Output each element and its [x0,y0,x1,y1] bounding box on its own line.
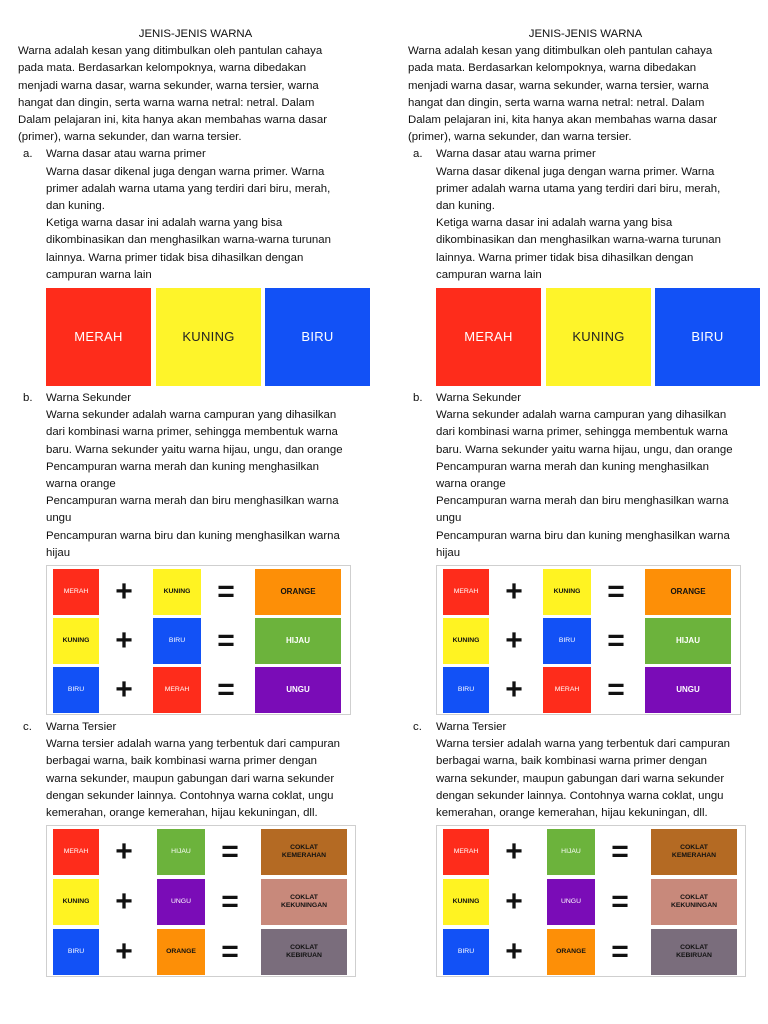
mix-row [47,618,350,664]
plus-icon: + [505,935,523,969]
body-line: dikombinasikan dan menghasilkan warna-warna turunan [436,234,721,247]
mix-row [437,829,745,875]
mix-row [437,569,740,615]
equals-icon: = [607,575,625,609]
body-line: ungu [46,512,72,525]
result-box-hijau: HIJAU [255,618,341,664]
body-line: lainnya. Warna primer tidak bisa dihasilkan dengan [436,251,694,264]
plus-icon: + [505,885,523,919]
body-line: dari kombinasi warna primer, sehingga membentuk warna [436,426,728,439]
swatch-biru: BIRU [655,288,760,386]
body-line: warna sekunder, maupun gabungan dari warna sekunder [436,772,725,785]
equals-icon: = [217,673,235,707]
color-box-kuning: KUNING [53,618,99,664]
body-line: kemerahan, orange kemerahan, hijau kekuningan, dll. [46,807,318,820]
section-heading: Warna Sekunder [46,392,132,405]
section-letter: b. [413,392,423,405]
intro-line: hangat dan dingin, serta warna warna netral: netral. Dalam [408,96,705,109]
equals-icon: = [217,575,235,609]
plus-icon: + [505,624,523,658]
color-box-kuning: KUNING [443,618,489,664]
result-box-coklat-kemerahan: COKLAT KEMERAHAN [261,829,347,875]
body-line: dan kuning. [436,200,495,213]
swatch-kuning: KUNING [156,288,261,386]
color-box-biru: BIRU [443,667,489,713]
section-primary-colors [408,146,763,386]
intro-line: (primer), warna sekunder, dan warna tersier. [18,131,242,144]
body-line: berbagai warna, baik kombinasi warna primer dengan [46,755,317,768]
body-line: Ketiga warna dasar ini adalah warna yang bisa [46,217,283,230]
result-box-coklat-kekuningan: COKLAT KEKUNINGAN [651,879,737,925]
swatch-kuning: KUNING [546,288,651,386]
color-box-kuning: KUNING [543,569,591,615]
color-box-biru: BIRU [53,929,99,975]
tertiary-mix-chart [436,825,746,977]
color-box-biru: BIRU [543,618,591,664]
color-box-merah: MERAH [53,569,99,615]
color-box-hijau: HIJAU [157,829,205,875]
body-line: Warna dasar dikenal juga dengan warna primer. Warna [436,165,715,178]
mix-row [47,929,355,975]
primary-color-swatches [46,288,368,386]
body-line: Warna sekunder adalah warna campuran yang dihasilkan [46,409,337,422]
body-line: dan kuning. [46,200,105,213]
body-line: Pencampuran warna merah dan kuning menghasilkan [436,460,709,473]
body-line: Pencampuran warna merah dan biru menghasilkan warna [46,495,339,508]
result-box-orange: ORANGE [645,569,731,615]
equals-icon: = [217,624,235,658]
section-heading: Warna Tersier [436,721,507,734]
mix-row [47,667,350,713]
plus-icon: + [505,673,523,707]
color-box-biru: BIRU [443,929,489,975]
section-heading: Warna dasar atau warna primer [46,148,206,161]
body-line: warna orange [46,478,116,491]
plus-icon: + [115,624,133,658]
body-line: primer adalah warna utama yang terdiri dari biru, merah, [436,182,721,195]
swatch-merah: MERAH [436,288,541,386]
result-box-coklat-kekuningan: COKLAT KEKUNINGAN [261,879,347,925]
body-line: dengan sekunder lainnya. Contohnya warna coklat, ungu [46,789,334,802]
body-line: campuran warna lain [46,268,152,281]
section-letter: c. [23,721,32,734]
body-line: ungu [436,512,462,525]
body-line: campuran warna lain [436,268,542,281]
intro-paragraph [18,43,373,146]
section-letter: c. [413,721,422,734]
result-box-orange: ORANGE [255,569,341,615]
plus-icon: + [505,835,523,869]
color-box-merah: MERAH [153,667,201,713]
document-column-left [18,26,373,981]
intro-paragraph [408,43,763,146]
section-secondary-colors [18,390,373,715]
mix-row [437,667,740,713]
document-column-right [408,26,763,981]
equals-icon: = [221,885,239,919]
intro-line: Dalam pelajaran ini, kita hanya akan membahas warna dasar [408,114,717,127]
section-heading: Warna dasar atau warna primer [436,148,596,161]
body-line: Warna tersier adalah warna yang terbentuk dari campuran [436,738,730,751]
body-line: Pencampuran warna merah dan biru menghasilkan warna [436,495,729,508]
document-title: JENIS-JENIS WARNA [528,28,643,40]
body-line: Warna tersier adalah warna yang terbentuk dari campuran [46,738,340,751]
body-line: Warna dasar dikenal juga dengan warna primer. Warna [46,165,325,178]
secondary-mix-chart [436,565,741,715]
intro-line: Warna adalah kesan yang ditimbulkan oleh pantulan cahaya [408,45,713,58]
plus-icon: + [115,575,133,609]
color-box-ungu: UNGU [157,879,205,925]
color-box-merah: MERAH [443,829,489,875]
intro-line: (primer), warna sekunder, dan warna tersier. [408,131,632,144]
result-box-coklat-kemerahan: COKLAT KEMERAHAN [651,829,737,875]
document-title: JENIS-JENIS WARNA [138,28,253,40]
equals-icon: = [221,835,239,869]
mix-row [437,879,745,925]
color-box-kuning: KUNING [443,879,489,925]
color-box-hijau: HIJAU [547,829,595,875]
secondary-mix-chart [46,565,351,715]
section-letter: a. [23,148,33,161]
body-line: hijau [436,546,461,559]
result-box-ungu: UNGU [255,667,341,713]
result-box-coklat-kebiruan: COKLAT KEBIRUAN [261,929,347,975]
plus-icon: + [115,885,133,919]
body-line: dengan sekunder lainnya. Contohnya warna coklat, ungu [436,789,724,802]
body-line: warna sekunder, maupun gabungan dari warna sekunder [46,772,335,785]
color-box-orange: ORANGE [157,929,205,975]
section-letter: b. [23,392,33,405]
body-line: warna orange [436,478,506,491]
mix-row [437,929,745,975]
body-line: lainnya. Warna primer tidak bisa dihasilkan dengan [46,251,304,264]
equals-icon: = [611,835,629,869]
plus-icon: + [115,935,133,969]
color-box-orange: ORANGE [547,929,595,975]
intro-line: Dalam pelajaran ini, kita hanya akan membahas warna dasar [18,114,327,127]
section-secondary-colors [408,390,763,715]
mix-row [437,618,740,664]
body-line: berbagai warna, baik kombinasi warna primer dengan [436,755,707,768]
section-heading: Warna Sekunder [436,392,522,405]
intro-line: hangat dan dingin, serta warna warna netral: netral. Dalam [18,96,315,109]
section-tertiary-colors [18,719,373,977]
section-tertiary-colors [408,719,763,977]
equals-icon: = [611,885,629,919]
intro-line: pada mata. Berdasarkan kelompoknya, warna dibedakan [408,62,697,75]
intro-line: menjadi warna dasar, warna sekunder, warna tersier, warna [408,79,709,92]
intro-line: Warna adalah kesan yang ditimbulkan oleh pantulan cahaya [18,45,323,58]
swatch-merah: MERAH [46,288,151,386]
body-line: Pencampuran warna biru dan kuning menghasilkan warna [436,529,730,542]
color-box-biru: BIRU [153,618,201,664]
body-line: primer adalah warna utama yang terdiri dari biru, merah, [46,182,331,195]
body-line: baru. Warna sekunder yaitu warna hijau, ungu, dan orange [436,443,733,456]
result-box-coklat-kebiruan: COKLAT KEBIRUAN [651,929,737,975]
color-box-kuning: KUNING [53,879,99,925]
primary-color-swatches [436,288,758,386]
mix-row [47,569,350,615]
body-line: Ketiga warna dasar ini adalah warna yang bisa [436,217,673,230]
result-box-ungu: UNGU [645,667,731,713]
body-line: Pencampuran warna merah dan kuning menghasilkan [46,460,319,473]
color-box-merah: MERAH [443,569,489,615]
tertiary-mix-chart [46,825,356,977]
equals-icon: = [607,673,625,707]
body-line: baru. Warna sekunder yaitu warna hijau, ungu, dan orange [46,443,343,456]
intro-line: menjadi warna dasar, warna sekunder, warna tersier, warna [18,79,319,92]
equals-icon: = [611,935,629,969]
section-primary-colors [18,146,373,386]
mix-row [47,829,355,875]
section-heading: Warna Tersier [46,721,117,734]
section-letter: a. [413,148,423,161]
mix-row [47,879,355,925]
body-line: hijau [46,546,71,559]
color-box-merah: MERAH [53,829,99,875]
plus-icon: + [115,673,133,707]
color-box-ungu: UNGU [547,879,595,925]
body-line: dikombinasikan dan menghasilkan warna-warna turunan [46,234,331,247]
color-box-merah: MERAH [543,667,591,713]
color-box-biru: BIRU [53,667,99,713]
plus-icon: + [115,835,133,869]
equals-icon: = [221,935,239,969]
swatch-biru: BIRU [265,288,370,386]
body-line: kemerahan, orange kemerahan, hijau kekuningan, dll. [436,807,708,820]
intro-line: pada mata. Berdasarkan kelompoknya, warna dibedakan [18,62,307,75]
result-box-hijau: HIJAU [645,618,731,664]
plus-icon: + [505,575,523,609]
equals-icon: = [607,624,625,658]
color-box-kuning: KUNING [153,569,201,615]
body-line: dari kombinasi warna primer, sehingga membentuk warna [46,426,338,439]
body-line: Warna sekunder adalah warna campuran yang dihasilkan [436,409,727,422]
body-line: Pencampuran warna biru dan kuning menghasilkan warna [46,529,340,542]
